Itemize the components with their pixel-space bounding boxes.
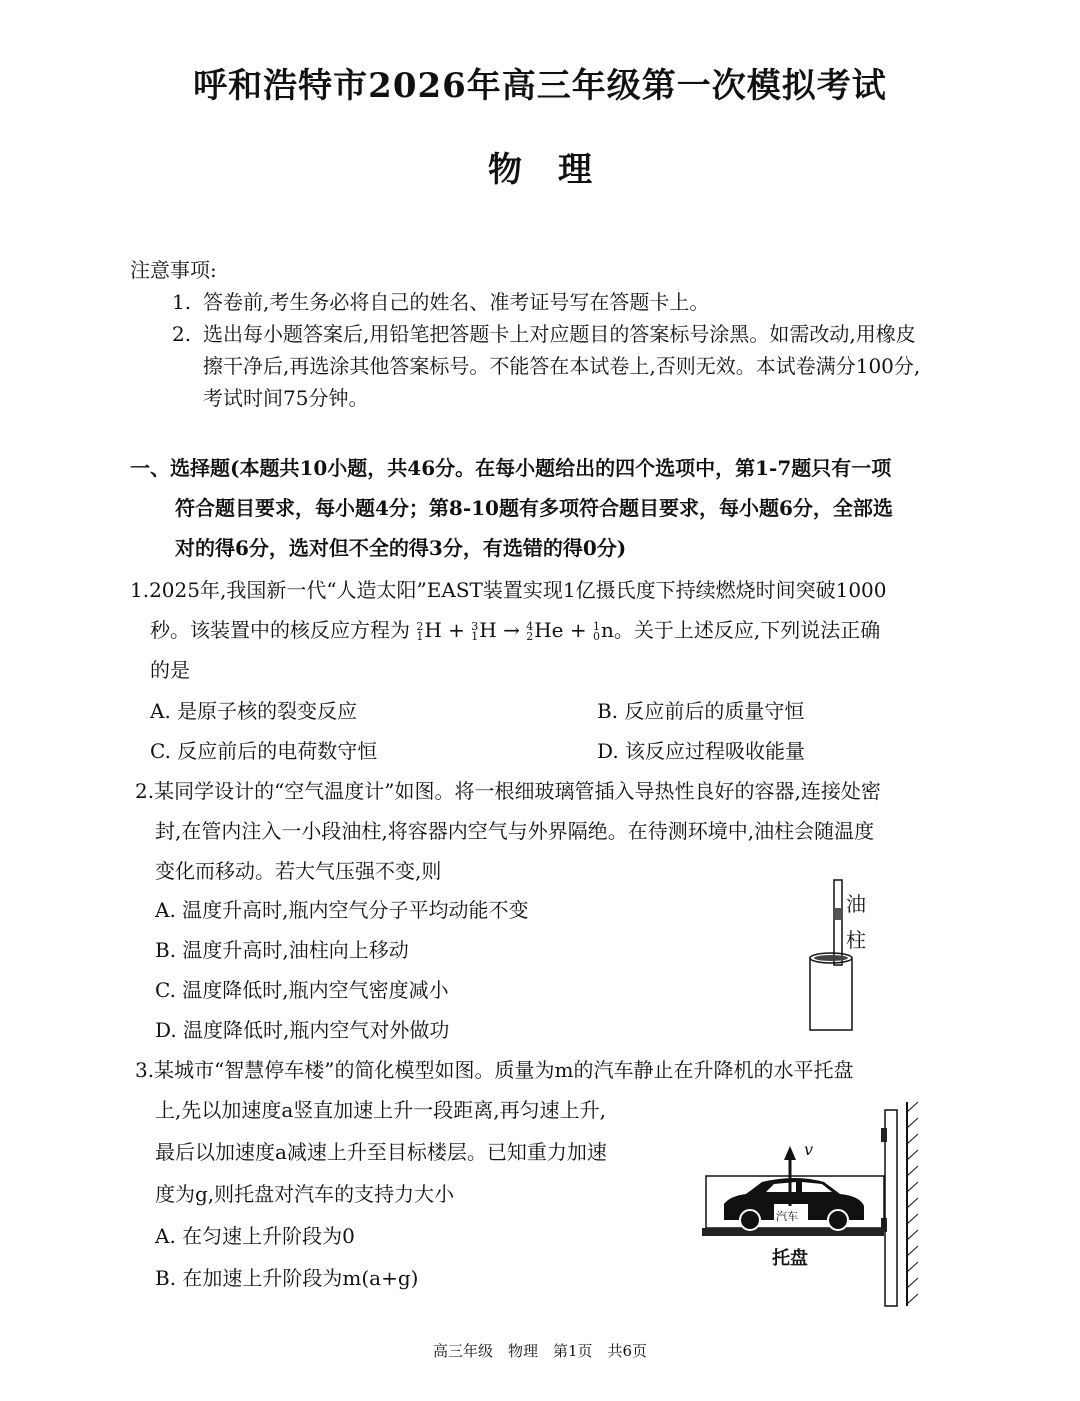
q1-option-d: D. 该反应过程吸收能量 [597,739,806,763]
velocity-arrow-head [784,1146,796,1160]
air-thermometer-figure [800,878,880,1038]
q1-line1: 1.2025年,我国新一代“人造太阳”EAST装置实现1亿摄氏度下持续燃烧时间突破1000 [130,578,887,602]
exam-title: 呼和浩特市2026年高三年级第一次模拟考试 [193,66,887,106]
q1-option-c: C. 反应前后的电荷数守恒 [150,739,378,763]
notice-item2-line2: 擦干净后,再选涂其他答案标号。不能答在本试卷上,否则无效。本试卷满分100分, [203,354,921,378]
q2-line1: 2.某同学设计的“空气温度计”如图。将一根细玻璃管插入导热性良好的容器,连接处密 [135,779,881,803]
q1-line3: 的是 [150,658,190,682]
q2-option-b: B. 温度升高时,油柱向上移动 [155,938,409,962]
q3-option-a: A. 在匀速上升阶段为0 [155,1224,355,1248]
q3-line3: 最后以加速度a减速上升至目标楼层。已知重力加速 [155,1140,607,1164]
lift-tray [702,1228,884,1236]
notice-item1-num: 1. [172,290,192,314]
notice-item1-text: 答卷前,考生务必将自己的姓名、准考证号写在答题卡上。 [203,290,710,314]
section1-line3: 对的得6分，选对但不全的得3分，有选错的得0分) [175,536,627,560]
page-footer: 高三年级 物理 第1页 共6页 [432,1342,648,1360]
eq-plus-1: + [448,618,465,642]
eq-h2-symbol: H [424,618,442,642]
oil-column [835,908,841,920]
q1-option-b: B. 反应前后的质量守恒 [597,699,805,723]
q1-line2-post: 。关于上述反应,下列说法正确 [613,618,881,642]
q2-option-c: C. 温度降低时,瓶内空气密度减小 [155,978,449,1002]
notice-item2-line3: 考试时间75分钟。 [203,386,369,410]
eq-h3-nums: 3 1 [471,619,479,643]
fig-label-oil: 油 [846,892,866,916]
eq-he-nums: 4 2 [526,619,534,643]
glass-tube [834,880,842,965]
notice-item2-line1: 选出每小题答案后,用铅笔把答题卡上对应题目的答案标号涂黑。如需改动,用橡皮 [203,322,916,346]
q1-option-a: A. 是原子核的裂变反应 [150,699,358,723]
eq-n-symbol: n [601,618,614,642]
q1-line2 [150,616,880,644]
container-body [810,958,852,1030]
fig-label-column: 柱 [846,928,866,952]
q2-line2: 封,在管内注入一小段油柱,将容器内空气与外界隔绝。在待测环境中,油柱会随温度 [155,819,875,843]
parking-lift-figure [700,1098,930,1310]
fig-car-label: 汽车 [776,1210,798,1223]
q2-option-a: A. 温度升高时,瓶内空气分子平均动能不变 [155,898,529,922]
q3-option-b: B. 在加速上升阶段为m(a+g) [155,1266,419,1290]
notice-heading: 注意事项: [130,258,217,282]
eq-he-symbol: He [534,618,564,642]
section1-line2: 符合题目要求，每小题4分；第8-10题有多项符合题目要求，每小题6分，全部选 [175,496,893,520]
car-wheel-front [740,1210,760,1230]
rail-roller-top [881,1128,887,1142]
q3-line2: 上,先以加速度a竖直加速上升一段距离,再匀速上升, [155,1098,606,1122]
fig-tray-label: 托盘 [772,1248,808,1269]
fig-velocity-label: v [804,1140,814,1159]
container-seal [814,955,848,961]
section1-line1: 一、选择题(本题共10小题，共46分。在每小题给出的四个选项中，第1-7题只有一项 [130,456,892,480]
subject-title: 物理 [488,150,628,190]
eq-h3-symbol: H [479,618,497,642]
eq-plus-2: + [569,618,587,642]
eq-arrow: → [503,618,520,642]
eq-n-nums: 1 0 [593,619,600,643]
q1-line2-pre: 秒。该装置中的核反应方程为 [150,618,410,642]
car-wheel-rear [828,1210,848,1230]
q3-line4: 度为g,则托盘对汽车的支持力大小 [155,1182,455,1206]
eq-h2-nums: 2 1 [416,619,424,643]
q2-option-d: D. 温度降低时,瓶内空气对外做功 [155,1018,450,1042]
q2-line3: 变化而移动。若大气压强不变,则 [155,859,442,883]
notice-item2-num: 2. [172,322,192,346]
q3-line1: 3.某城市“智慧停车楼”的简化模型如图。质量为m的汽车静止在升降机的水平托盘 [135,1058,854,1082]
wall-hatching [907,1102,918,1304]
